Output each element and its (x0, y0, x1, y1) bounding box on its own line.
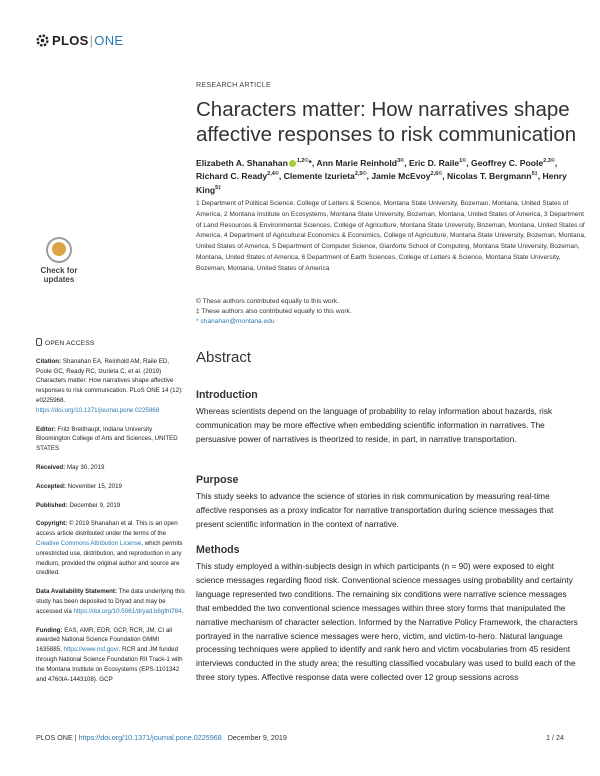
orcid-icon[interactable] (289, 160, 296, 167)
author-affiliation-marker: 1© (459, 158, 467, 164)
author-name[interactable]: Clemente Izurieta (283, 171, 355, 182)
section-heading-introduction: Introduction (196, 389, 258, 401)
abstract-heading: Abstract (196, 349, 252, 366)
data-availability-block: Data Availability Statement: The data underlying this study has been deposited to Dryad and may be accessed via https://doi.org/10.5061/dryad.b8gtht784. (36, 588, 185, 615)
article-title: Characters matter: How narratives shape affective responses to risk communication (196, 98, 577, 146)
logo-one: ONE (94, 33, 124, 48)
article-type: RESEARCH ARTICLE (196, 80, 271, 89)
journal-logo[interactable] (36, 33, 123, 48)
section-heading-methods: Methods (196, 544, 240, 556)
author-separator: , (278, 171, 284, 182)
author-name[interactable]: Nicolas T. Bergmann (447, 171, 532, 182)
editor-block: Editor: Fritz Breithaupt, Indiana University Bloomington College of Arts and Sciences, UNITED STATES (36, 425, 178, 453)
section-text-introduction: Whereas scientists depend on the language of probability to relay information about hazards, risk communication may be more effective when embedding scientific information in narratives. The persuasive power of narratives is theorized to reside, in part, in narrative transportation. (196, 406, 553, 444)
open-access-label: OPEN ACCESS (36, 338, 186, 349)
article-sidebar (36, 338, 186, 693)
funding-block: Funding: EAS, AMR, EDR, GCP, RCR, JM, CI all awarded National Science Foundation GMMI 1635885, https://www.nsf.gov/. RCR and JM funded through National Science Foundation RII Track-1 with the Montana Institute on Ecosystems (EPS-1101342 and 4760IA-1443108). GCP (36, 626, 183, 683)
badge-line2: updates (43, 275, 75, 284)
author-name[interactable]: Jamie McEvoy (371, 171, 431, 182)
author-affiliation-marker: 3© (397, 158, 405, 164)
author-affiliation-marker: 5‡ (531, 171, 538, 178)
author-separator: , (537, 171, 543, 182)
section-text-methods: This study employed a within-subjects design in which participants (n = 90) were exposed to eight science messages regarding flood risk. Conventional science messages using probability and certainty language represented two conditions. The remaining six conditions were narrative science messages that embedded the two conventional science messages within three story forms that manipulated the narrative mechanism of character selection. Informed by the Narrative Policy Framework, the characters portrayed in the narrative science messages were hero, victim, and victim-to-hero. Natural language processing techniques were applied to identify and rank hero and victim vocabularies from 45 resident interviews conducted in the study area; the resulting classified vocabulary was used to build each of the three story types. Affective response data were collected over 12 group sessions across (196, 561, 578, 683)
author-affiliation-marker: 2,3© (543, 158, 555, 164)
author-affiliation-marker: 2,6© (430, 171, 443, 178)
corresponding-email[interactable]: * shanahan@montana.edu (196, 318, 275, 325)
also-contribution-note: ‡ These authors also contributed equally to this work. (196, 308, 352, 315)
author-name[interactable]: Elizabeth A. Shanahan (196, 157, 288, 168)
footer-doi-link[interactable]: https://doi.org/10.1371/journal.pone.0225968 (78, 733, 222, 742)
citation-doi-link[interactable]: https://doi.org/10.1371/journal.pone.0225968 (36, 406, 160, 414)
section-text-purpose: This study seeks to advance the science of stories in risk communication by measuring real-time affective responses as a proxy indicator for narrative transportation during science messages that present scientific information in the context of narrative. (196, 491, 554, 529)
nsf-link[interactable]: https://www.nsf.gov/ (63, 646, 119, 654)
author-affiliation-marker: 2,5© (354, 171, 367, 178)
author-separator: *, (308, 157, 317, 168)
page-number: 1 / 24 (546, 733, 564, 742)
footer-date: December 9, 2019 (227, 733, 287, 742)
page-footer (36, 733, 564, 742)
badge-line1: Check for (40, 266, 78, 275)
author-name[interactable]: Ann Marie Reinhold (316, 157, 398, 168)
copyright-block: Copyright: © 2019 Shanahan et al. This is an open access article distributed under the terms of the Creative Commons Attribution License, which permits unrestricted use, distribution, and reproduction in any medium, provided the original author and source are credited. (36, 520, 183, 577)
author-list (196, 156, 586, 196)
citation-block: Citation: Shanahan EA, Reinhold AM, Raile ED, Poole GC, Ready RC, Izurieta C, et al. (2019) Characters matter: How narratives shape affective responses to risk communication. PLoS ONE 14 (12): e0225968. https://doi.org/10.1371/journal.pone.0225968 (36, 357, 183, 414)
published-date: Published: December 9, 2019 (36, 501, 121, 509)
author-separator: , (404, 157, 409, 168)
check-for-updates-badge[interactable] (38, 237, 80, 284)
author-name[interactable]: Geoffrey C. Poole (471, 157, 544, 168)
dryad-link[interactable]: https://doi.org/10.5061/dryad.b8gtht784 (73, 607, 182, 615)
received-date: Received: May 30, 2019 (36, 463, 105, 471)
license-link[interactable]: Creative Commons Attribution License (36, 539, 142, 547)
author-name[interactable]: Richard C. Ready (196, 171, 268, 182)
author-notes (196, 297, 586, 327)
author-separator: , (554, 157, 558, 168)
plos-gear-icon (36, 34, 49, 47)
author-separator: , (366, 171, 372, 182)
logo-separator: | (89, 33, 94, 48)
affiliations: 1 Department of Political Science, College of Letters & Science, Montana State University, Bozeman, Montana, United States of America, 2 Montana Institute on Ecosystems, Montana State University, Bozeman, Montana, United States of America, 3 Department of Land Resources & Environmental Sciences, College of Agriculture, Montana State University, Bozeman, Montana, United States of America, 4 Department of Agricultural Economics & Economics, College of Agriculture, Montana State University, Bozeman, Montana, United States of America, 5 Department of Computer Science, Gianforte School of Computing, Montana State University, Bozeman, Montana, United States of America, 6 Department of Earth Sciences, College of Letters & Science, Montana State University, Bozeman, Montana, United States of America (196, 200, 586, 272)
author-separator: , (442, 171, 448, 182)
author-affiliation-marker: 5‡ (215, 184, 222, 191)
author-affiliation-marker: 2,4© (267, 171, 279, 178)
author-separator: , (466, 157, 472, 168)
author-name[interactable]: Henry King (196, 171, 567, 195)
equal-contribution-note: © These authors contributed equally to this work. (196, 298, 339, 305)
accepted-date: Accepted: November 15, 2019 (36, 482, 122, 490)
author-name[interactable]: Eric D. Raile (408, 157, 460, 168)
section-heading-purpose: Purpose (196, 474, 239, 486)
check-updates-icon (46, 237, 72, 263)
open-lock-icon (36, 338, 42, 346)
author-affiliation-marker: 1,2© (296, 158, 309, 164)
footer-separator: | (72, 733, 79, 742)
footer-journal: PLOS ONE (36, 733, 73, 742)
logo-plos: PLOS (52, 33, 89, 48)
